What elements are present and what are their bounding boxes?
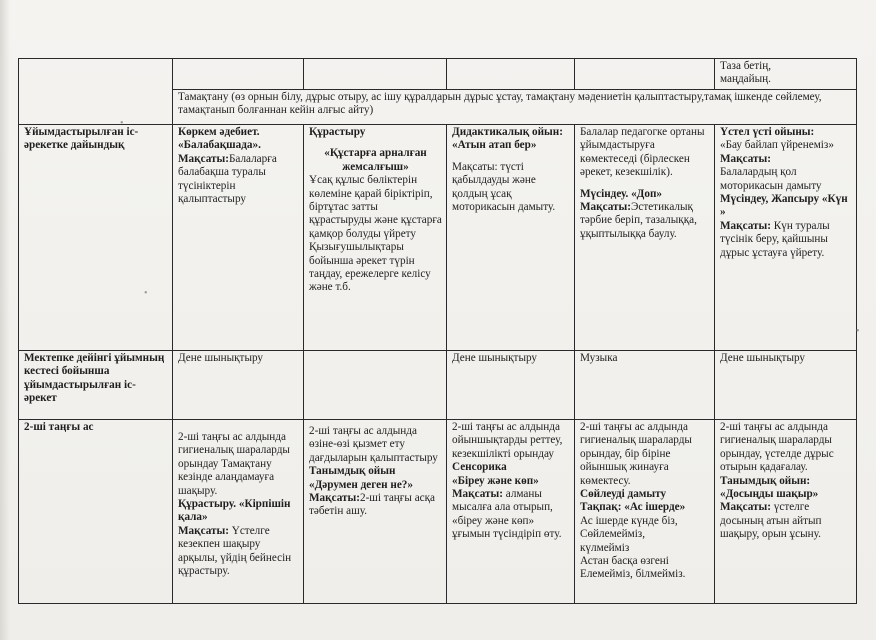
- cell-table-game: Үстел үсті ойыны: «Бау байлап үйренеміз» Мақсаты: Балалардың қол моторикасын дамыту Мүсіндеу, Жапсыру «Күн » Мақсаты: Күн туралы түсінік беру, қайшыны дұрыс ұстауға үйрету.: [715, 125, 857, 351]
- table-row-top: [19, 59, 857, 90]
- table-row-preparation: [19, 125, 857, 351]
- cell-breakfast-mon: 2-ші таңғы ас алдында гигиеналық шараларды орындау Тамақтану кезінде алаңдамауға шақыру. Құрастыру. «Кірпішін қала» Мақсаты: Үстелге кезекпен шақыру арқылы, үйдің бейнесін құрастыру.: [173, 420, 304, 604]
- schedule-table: [18, 58, 857, 604]
- scan-speck: •: [120, 118, 124, 129]
- cell-didactic-game: Дидактикалық ойын: «Атын атап бер» Мақсаты: түсті қабылдауды және қолдың ұсақ моторикасын дамыту.: [447, 125, 575, 351]
- cell-schedule-wed: Дене шынықтыру: [447, 351, 575, 420]
- table-row-schedule: [19, 351, 857, 420]
- table-row-second-breakfast: [19, 420, 857, 604]
- row-label-second-breakfast: 2-ші таңғы ас: [19, 420, 173, 604]
- scan-speck: •: [856, 326, 860, 337]
- cell-breakfast-thu: 2-ші таңғы ас алдында гигиеналық шараларды орындау, бір біріне ойыншық жинауға көмектесу. Сөйлеуді дамыту Тақпақ: «Ас ішерде» Ас ішерде күнде біз, Сөйлемейміз, күлмейміз Астан басқа өзгені Елемейміз, білмейміз.: [575, 420, 715, 604]
- row-label-preparation: Ұйымдастырылған іс-әрекетке дайындық: [19, 125, 173, 351]
- meal-note: Тамақтану (өз орнын білу, дұрыс отыру, ас ішу құралдарын дұрыс ұстау, тамақтану мәдениетін қалыптастыру,тамақ ішкенде сөйлемеу, тамақтанып болғаннан кейін алғыс айту): [173, 90, 857, 125]
- face-wash-cell: Таза бетің, маңдайың.: [715, 59, 857, 90]
- cell-breakfast-fri: 2-ші таңғы ас алдында гигиеналық шараларды орындау, үстелде дұрыс отырын қадағалау. Танымдық ойын: «Досыңды шақыр» Мақсаты: үстелге досының атын айтып шақыру, орын ұсыну.: [715, 420, 857, 604]
- cell-schedule-thu: Музыка: [575, 351, 715, 420]
- scan-shadow: [0, 0, 10, 640]
- cell-schedule-fri: Дене шынықтыру: [715, 351, 857, 420]
- cell-literature: Көркем әдебиет. «Балабақшада». Мақсаты:Балаларға балабақша туралы түсініктерін қалыптастыру: [173, 125, 304, 351]
- scan-speck: •: [144, 288, 148, 299]
- empty-label-cell: [19, 59, 173, 125]
- cell-schedule-mon: Дене шынықтыру: [173, 351, 304, 420]
- cell-construction: Құрастыру «Құстарға арналған жемсалғыш» Ұсақ құлыс бөліктерін көлеміне қарай біріктіріп, біртұтас затты құрастыруды және құстарға қамқор болуды үйрету Қызығушылықтары бойынша әрекет түрін таңдау, ережелерге келісу және т.б.: [304, 125, 447, 351]
- cell-breakfast-wed: 2-ші таңғы ас алдында ойыншықтарды реттеу, кезекшілікті орындау Сенсорика «Біреу және көп» Мақсаты: алманы мысалға ала отырып, «біреу және көп» ұғымын түсіндіріп өту.: [447, 420, 575, 604]
- cell-schedule-tue: [304, 351, 447, 420]
- cell-breakfast-tue: 2-ші таңғы ас алдында өзіне-өзі қызмет ету дағдыларын қалыптастыру Танымдық ойын «Дәрумен деген не?» Мақсаты:2-ші таңғы асқа тәбетін ашу.: [304, 420, 447, 604]
- cell-modeling-ball: Балалар педагогке ортаны ұйымдастыруға көмектеседі (бірлескен әрекет, кезекшілік). Мүсіндеу. «Доп» Мақсаты:Эстетикалық тәрбие беріп, тазалыққа, ұқыптылыққа баулу.: [575, 125, 715, 351]
- row-label-schedule: Мектепке дейінгі ұйымның кестесі бойынша ұйымдастырылған іс-әрекет: [19, 351, 173, 420]
